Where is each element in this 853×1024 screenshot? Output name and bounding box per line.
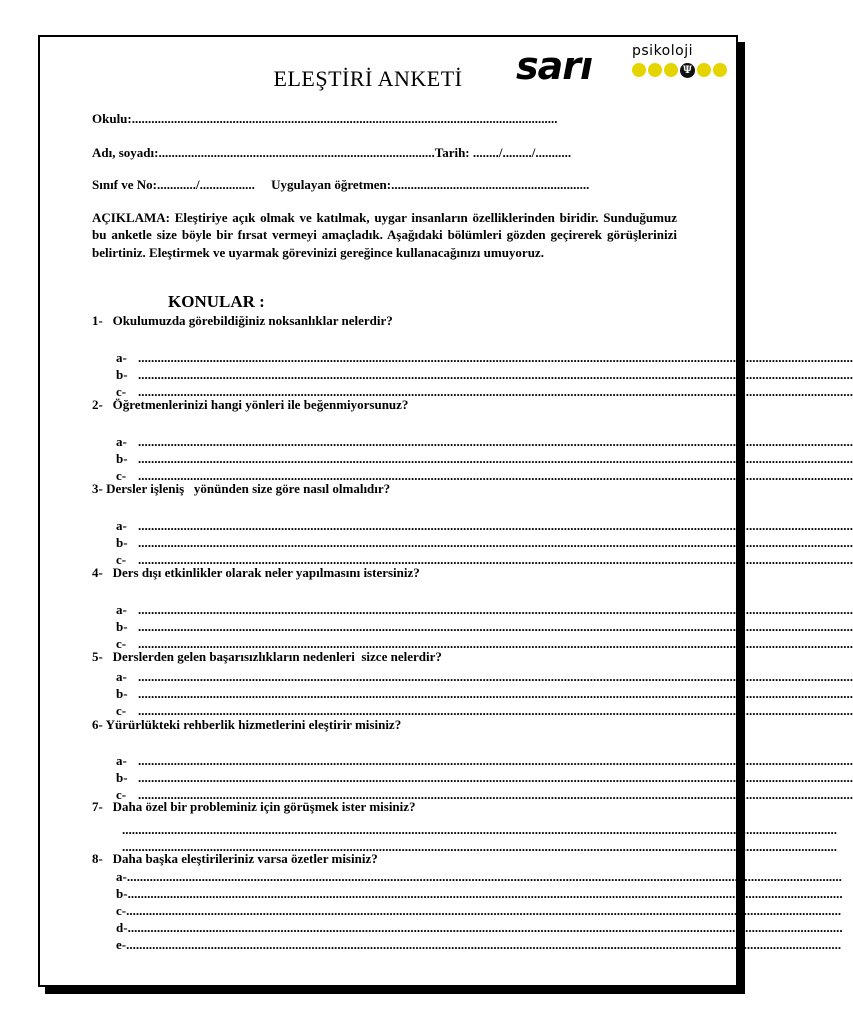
dotted-answer-field[interactable]: ............................................................................................................................................................................................................................ (122, 822, 837, 837)
answer-label: e- (116, 937, 127, 952)
answer-label: a- (116, 518, 127, 533)
answer-line-8-4[interactable] (116, 920, 843, 936)
question-7: 7- Daha özel bir probleminiz için görüşmek ister misiniz? (92, 799, 416, 814)
dotted-answer-field[interactable]: ............................................................................................................................................................................................................................ (138, 384, 853, 399)
field-adi-soyadi-tarih[interactable]: Adı, soyadı:.....................................................................................Tarih: ......../........./........... (92, 145, 572, 160)
question-2: 2- Öğretmenlerinizi hangi yönleri ile beğenmiyorsunuz? (92, 397, 409, 412)
survey-page (38, 35, 853, 987)
answer-label: a- (116, 669, 127, 684)
field-sinif-no-ogretmen[interactable]: Sınıf ve No:............/................. Uygulayan öğretmen:............................................................. (92, 177, 590, 192)
answer-label: a- (116, 869, 127, 884)
dotted-answer-field[interactable]: ............................................................................................................................................................................................................................ (138, 619, 853, 634)
dotted-answer-field[interactable]: ............................................................................................................................................................................................................................ (138, 787, 853, 802)
logo-subtitle: psikoloji (632, 43, 693, 59)
question-5: 5- Derslerden gelen başarısızlıkların nedenleri sizce nelerdir? (92, 649, 442, 664)
answer-line-6-2[interactable] (116, 770, 853, 786)
answer-line-7-1[interactable] (122, 822, 837, 838)
dotted-answer-field[interactable]: ............................................................................................................................................................................................................................ (138, 535, 853, 550)
logo-wordmark: sarı (516, 44, 593, 88)
answer-line-2-2[interactable] (116, 451, 853, 467)
dotted-answer-field[interactable]: ............................................................................................................................................................................................................................ (127, 920, 843, 935)
dotted-answer-field[interactable]: ............................................................................................................................................................................................................................ (122, 839, 837, 854)
answer-label: b- (116, 367, 128, 382)
dotted-answer-field[interactable]: ............................................................................................................................................................................................................................ (138, 552, 853, 567)
answer-label: a- (116, 350, 127, 365)
dotted-answer-field[interactable]: ............................................................................................................................................................................................................................ (126, 903, 842, 918)
dotted-answer-field[interactable]: ............................................................................................................................................................................................................................ (138, 468, 853, 483)
answer-label: c- (116, 636, 127, 651)
answer-label: b- (116, 451, 128, 466)
answer-label: c- (116, 468, 127, 483)
answer-label: a- (116, 602, 127, 617)
answer-line-2-1[interactable] (116, 434, 853, 450)
answer-line-8-5[interactable] (116, 937, 842, 953)
dotted-answer-field[interactable]: ............................................................................................................................................................................................................................ (138, 686, 853, 701)
page-title: ELEŞTİRİ ANKETİ (273, 66, 463, 91)
dotted-answer-field[interactable]: ............................................................................................................................................................................................................................ (126, 937, 842, 952)
answer-line-5-2[interactable] (116, 686, 853, 702)
answer-line-3-2[interactable] (116, 535, 853, 551)
field-okulu[interactable]: Okulu:................................................................................................................................... (92, 111, 558, 126)
dotted-answer-field[interactable]: ............................................................................................................................................................................................................................ (126, 869, 842, 884)
dotted-answer-field[interactable]: ............................................................................................................................................................................................................................ (138, 602, 853, 617)
answer-line-5-1[interactable] (116, 669, 853, 685)
dotted-answer-field[interactable]: ............................................................................................................................................................................................................................ (138, 434, 853, 449)
answer-label: c- (116, 384, 127, 399)
question-3: 3- Dersler işleniş yönünden size göre nasıl olmalıdır? (92, 481, 391, 496)
answer-label: b- (116, 619, 128, 634)
dotted-answer-field[interactable]: ............................................................................................................................................................................................................................ (138, 753, 853, 768)
logo-dots-icon: Ψ (632, 63, 727, 79)
answer-label: d- (116, 920, 128, 935)
answer-line-3-1[interactable] (116, 518, 853, 534)
answer-line-6-1[interactable] (116, 753, 853, 769)
answer-label: b- (116, 770, 128, 785)
answer-line-8-2[interactable] (116, 886, 843, 902)
dotted-answer-field[interactable]: ............................................................................................................................................................................................................................ (138, 518, 853, 533)
answer-label: b- (116, 686, 128, 701)
answer-label: b- (116, 535, 128, 550)
answer-label: c- (116, 903, 127, 918)
question-1: 1- Okulumuzda görebildiğiniz noksanlıklar nelerdir? (92, 313, 393, 328)
dotted-answer-field[interactable]: ............................................................................................................................................................................................................................ (138, 669, 853, 684)
answer-label: c- (116, 552, 127, 567)
question-4: 4- Ders dışı etkinlikler olarak neler yapılmasını istersiniz? (92, 565, 420, 580)
answer-line-1-2[interactable] (116, 367, 853, 383)
section-heading: KONULAR : (168, 292, 265, 311)
answer-line-4-2[interactable] (116, 619, 853, 635)
question-6: 6- Yürürlükteki rehberlik hizmetlerini eleştirir misiniz? (92, 717, 402, 732)
answer-label: b- (116, 886, 128, 901)
brand-logo (516, 43, 716, 91)
answer-label: c- (116, 703, 127, 718)
dotted-answer-field[interactable]: ............................................................................................................................................................................................................................ (138, 350, 853, 365)
dotted-answer-field[interactable]: ............................................................................................................................................................................................................................ (127, 886, 843, 901)
answer-line-8-1[interactable] (116, 869, 842, 885)
answer-line-1-1[interactable] (116, 350, 853, 366)
answer-label: a- (116, 434, 127, 449)
answer-label: a- (116, 753, 127, 768)
dotted-answer-field[interactable]: ............................................................................................................................................................................................................................ (138, 703, 853, 718)
dotted-answer-field[interactable]: ............................................................................................................................................................................................................................ (138, 636, 853, 651)
question-8: 8- Daha başka eleştirileriniz varsa özetler misiniz? (92, 851, 378, 866)
explanation-paragraph: AÇIKLAMA: Eleştiriye açık olmak ve katılmak, uygar insanların özelliklerinden biridir. Sunduğumuz bu anketle size böyle bir fırsat vermeyi amaçladık. Aşağıdaki bölümleri gözden geçirerek görüşlerinizi belirtiniz. Eleştirmek ve uyarmak görevinizi gereğince kullanacağınızı umuyoruz. (92, 210, 677, 260)
dotted-answer-field[interactable]: ............................................................................................................................................................................................................................ (138, 367, 853, 382)
answer-line-4-1[interactable] (116, 602, 853, 618)
answer-line-8-3[interactable] (116, 903, 842, 919)
dotted-answer-field[interactable]: ............................................................................................................................................................................................................................ (138, 451, 853, 466)
dotted-answer-field[interactable]: ............................................................................................................................................................................................................................ (138, 770, 853, 785)
answer-label: c- (116, 787, 127, 802)
